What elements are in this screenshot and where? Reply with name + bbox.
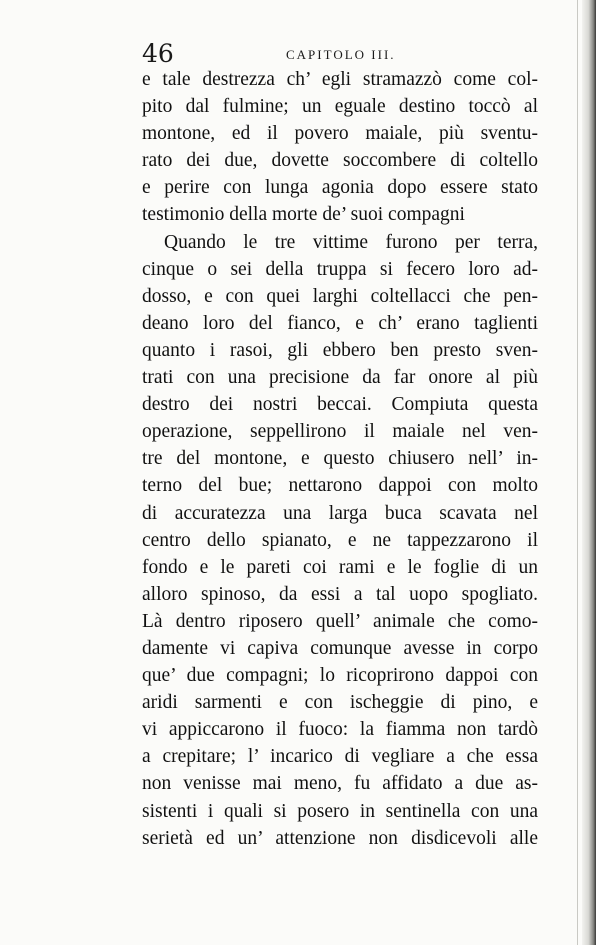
text-line: rato dei due, dovette soccombere di coltello: [142, 150, 538, 172]
text-line: e perire con lunga agonia dopo essere stato: [142, 177, 538, 199]
text-line: deano loro del fianco, e ch’ erano taglienti: [142, 312, 538, 334]
text-line: a crepitare; l’ incarico di vegliare a che essa: [142, 746, 538, 768]
text-line: centro dello spianato, e ne tappezzarono il: [142, 529, 538, 551]
text-line: e tale destrezza ch’ egli stramazzò come col-: [142, 69, 538, 90]
paragraph-end-line: testimonio della morte de’ suoi compagni: [142, 204, 465, 226]
text-line: quanto i rasoi, gli ebbero ben presto sven-: [142, 339, 538, 361]
text-line: serietà ed un’ attenzione non disdicevoli alle: [142, 827, 538, 849]
page-number: 46: [142, 39, 174, 68]
text-line: dosso, e con quei larghi coltellacci che pen-: [142, 285, 538, 307]
running-head: CAPITOLO III.: [286, 47, 396, 62]
text-line: Là dentro riposero quell’ animale che como-: [142, 610, 538, 632]
text-line: alloro spinoso, da essi a tal uopo spogliato.: [142, 583, 538, 605]
text-line: di accuratezza una larga buca scavata nel: [142, 502, 538, 524]
page-edge-line: [577, 0, 578, 945]
text-line: sistenti i quali si posero in sentinella con una: [142, 800, 538, 822]
text-line: operazione, seppellirono il maiale nel ven-: [142, 421, 538, 443]
text-line: terno del bue; nettarono dappoi con molto: [142, 475, 538, 497]
body-text: [142, 66, 538, 852]
paragraph-start-line: Quando le tre vittime furono per terra,: [164, 231, 538, 253]
page-edge-shadow: [582, 0, 596, 945]
text-line: vi appiccarono il fuoco: la fiamma non tardò: [142, 719, 538, 741]
text-line: destro dei nostri beccai. Compiuta questa: [142, 394, 538, 416]
text-line: cinque o sei della truppa si fecero loro ad-: [142, 258, 538, 280]
text-line: que’ due compagni; lo ricoprirono dappoi con: [142, 665, 538, 687]
text-line: pito dal fulmine; un eguale destino toccò al: [142, 96, 538, 118]
text-line: trati con una precisione da far onore al più: [142, 367, 538, 389]
text-line: aridi sarmenti e con ischeggie di pino, e: [142, 692, 538, 714]
text-line: tre del montone, e questo chiusero nell’ in-: [142, 448, 538, 470]
text-line: damente vi capiva comunque avesse in corpo: [142, 637, 538, 659]
text-line: fondo e le pareti coi rami e le foglie di un: [142, 556, 538, 578]
text-line: montone, ed il povero maiale, più sventu-: [142, 123, 538, 145]
text-line: non venisse mai meno, fu affidato a due as-: [142, 773, 538, 795]
